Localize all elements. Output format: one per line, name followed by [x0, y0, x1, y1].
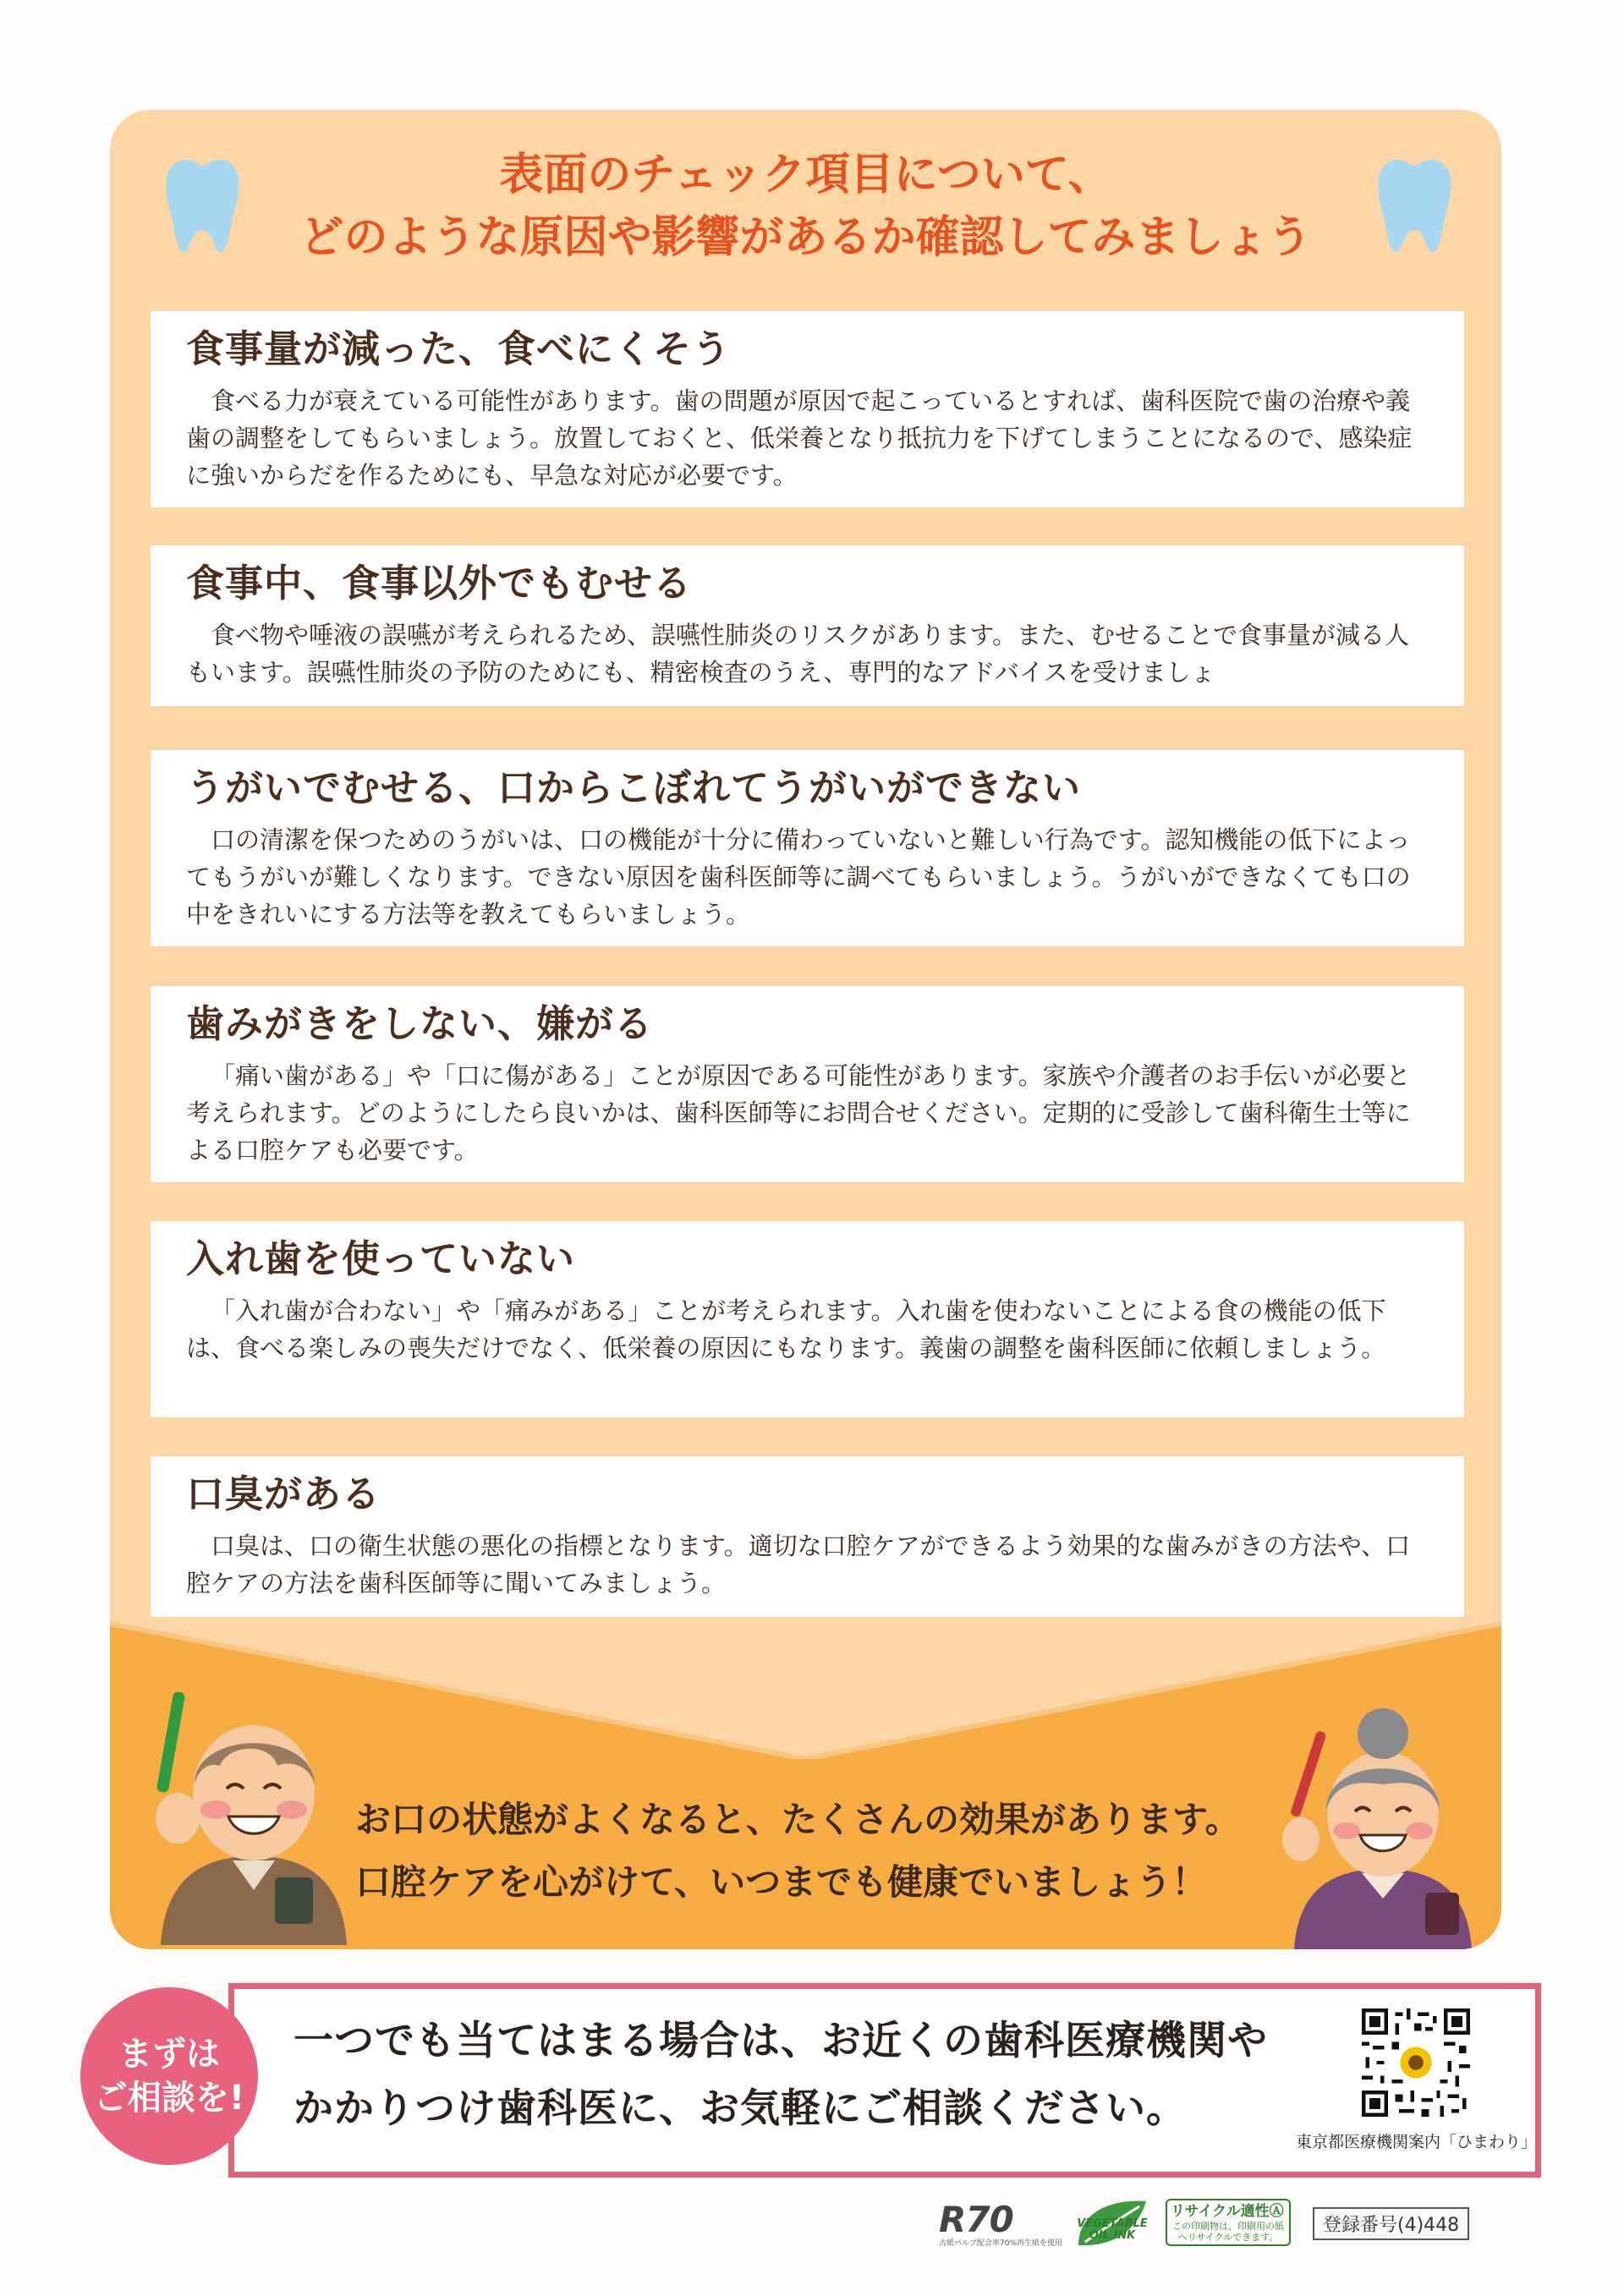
section-body: 食べ物や唾液の誤嚥が考えられるため、誤嚥性肺炎のリスクがあります。また、むせることで食事量が減る人もいます。誤嚥性肺炎の予防のためにも、精密検査のうえ、専門的なアドバイスを受けましょ: [186, 621, 1409, 687]
section-card: [151, 750, 1464, 946]
encouragement-message: [355, 1789, 1241, 1914]
qr-code-icon[interactable]: [1362, 2008, 1470, 2117]
section-title: 口臭がある: [186, 1471, 381, 1516]
badge-line-2: ご相談を!: [93, 2079, 245, 2118]
message-line-2: 口腔ケアを心がけて、いつまでも健康でいましょう！: [355, 1861, 1208, 1903]
title-line-1: 表面のチェック項目について、: [499, 150, 1112, 200]
page-title: [110, 144, 1501, 269]
section-title: うがいでむせる、口からこぼれてうがいができない: [186, 765, 1082, 810]
vegetable-ink-mark: [1070, 2195, 1155, 2257]
section-card: [151, 311, 1464, 507]
vegetable-ink-label: VEGETABLE OIL INK: [1077, 2217, 1148, 2242]
message-line-1: お口の状態がよくなると、たくさんの効果があります。: [355, 1799, 1241, 1840]
title-line-2: どのような原因や影響があるか確認してみましょう: [299, 212, 1312, 263]
section-title: 食事量が減った、食べにくそう: [186, 326, 732, 371]
registration-number: 登録番号(4)448: [1313, 2207, 1469, 2240]
section-card: [151, 1221, 1464, 1417]
r70-recycled-paper-mark: [939, 2199, 1063, 2248]
r70-note: 古紙パルプ配合率70%再生紙を使用: [939, 2239, 1063, 2248]
section-body: 食べる力が衰えている可能性があります。歯の問題が原因で起こっているとすれば、歯科医院で歯の治療や義歯の調整をしてもらいましょう。放置しておくと、低栄養となり抵抗力を下げてしまうことになるので、感染症に強いからだを作るためにも、早急な対応が必要です。: [186, 386, 1413, 490]
qr-label: 東京都医療機関案内「ひまわり」: [1296, 2133, 1538, 2151]
consult-line-2: かかりつけ歯科医に、お気軽にご相談ください。: [294, 2085, 1187, 2132]
section-card: [151, 1456, 1464, 1617]
recycle-suitability-mark: [1166, 2199, 1291, 2246]
section-card: [151, 986, 1464, 1182]
section-title: 歯みがきをしない、嫌がる: [186, 1001, 654, 1046]
consult-badge: [80, 1987, 258, 2165]
r70-logo: R70: [939, 2199, 1013, 2240]
elderly-man-illustration: [127, 1683, 355, 1945]
badge-line-1: まずは: [118, 2035, 220, 2074]
recycle-note: この印刷物は、印刷用の紙へリサイクルできます。: [1172, 2221, 1284, 2243]
section-body: 「痛い歯がある」や「口に傷がある」ことが原因である可能性があります。家族や介護者のお手伝いが必要と考えられます。どのようにしたら良いかは、歯科医師等にお問合せください。定期的に受診して歯科衛生士等による口腔ケアも必要です。: [186, 1061, 1411, 1164]
checklist-panel: [110, 110, 1501, 1949]
section-title: 入れ歯を使っていない: [186, 1236, 576, 1281]
section-title: 食事中、食事以外でもむせる: [186, 561, 693, 606]
elderly-woman-illustration: [1243, 1700, 1497, 1949]
section-body: 「入れ歯が合わない」や「痛みがある」ことが考えられます。入れ歯を使わないことによる食の機能の低下は、食べる楽しみの喪失だけでなく、低栄養の原因にもなります。義歯の調整を歯科医師に依頼しましょう。: [186, 1296, 1386, 1362]
section-body: 口臭は、口の衛生状態の悪化の指標となります。適切な口腔ケアができるよう効果的な歯みがきの方法や、口腔ケアの方法を歯科医師等に聞いてみましょう。: [186, 1532, 1411, 1597]
section-card: [151, 545, 1464, 706]
section-body: 口の清潔を保つためのうがいは、口の機能が十分に備わっていないと難しい行為です。認知機能の低下によってもうがいが難しくなります。できない原因を歯科医師等に調べてもらいましょう。うがいができなくても口の中をきれいにする方法等を教えてもらいましょう。: [186, 825, 1411, 929]
consult-line-1: 一つでも当てはまる場合は、お近くの歯科医療機関や: [294, 2018, 1268, 2064]
recycle-title: リサイクル適性Ⓐ: [1171, 2203, 1284, 2220]
